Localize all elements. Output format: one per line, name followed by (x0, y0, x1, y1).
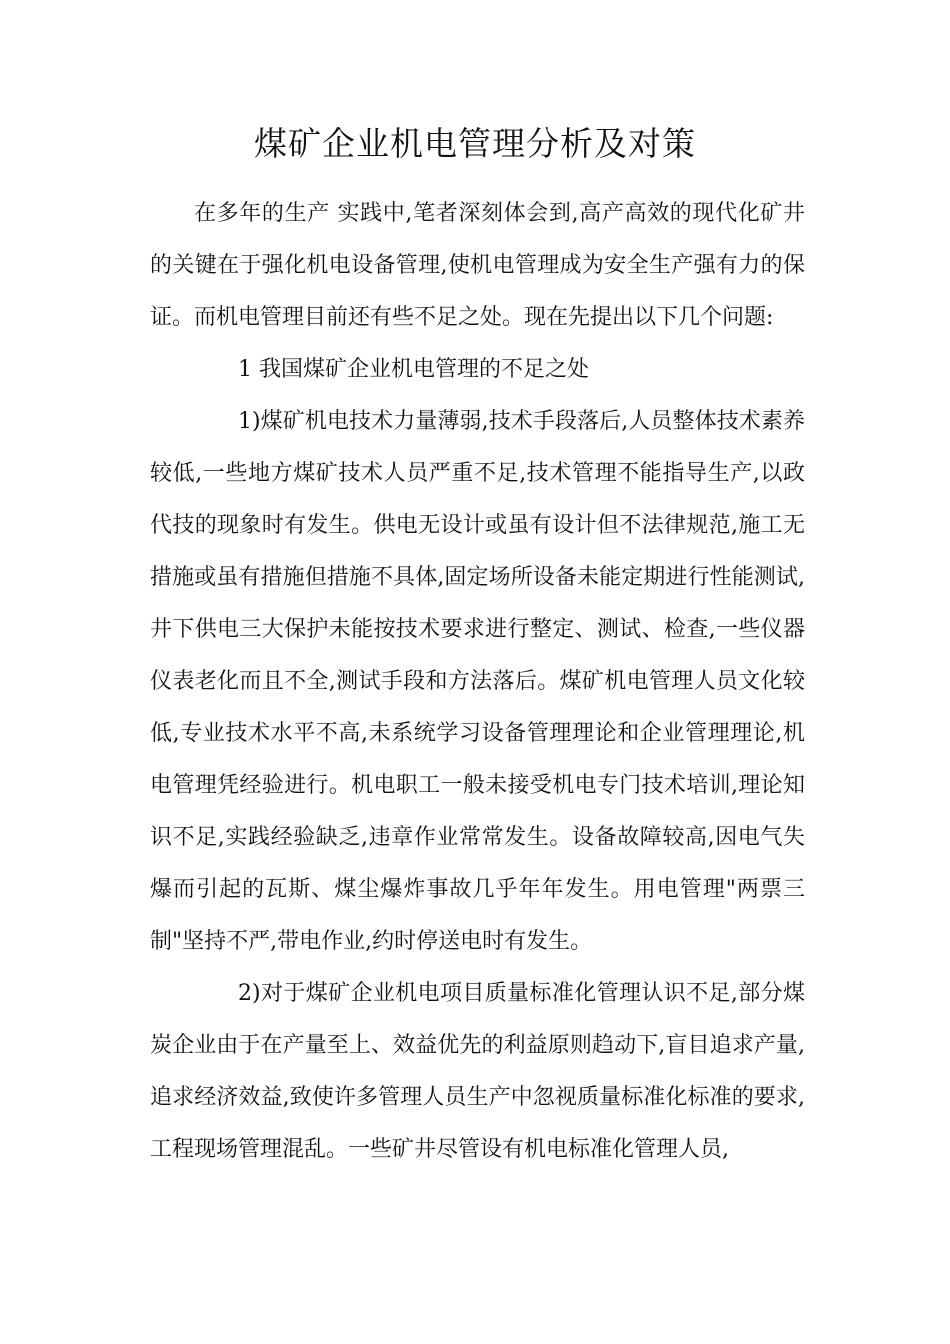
point-1-paragraph: 1)煤矿机电技术力量薄弱,技术手段落后,人员整体技术素养较低,一些地方煤矿技术人员严重不足,技术管理不能指导生产,以政代技的现象时有发生。供电无设计或虽有设计但不法律规范,施工无措施或虽有措施但措施不具体,固定场所设备未能定期进行性能测试,井下供电三大保护未能按技术要求进行整定、测试、检查,一些仪器仪表老化而且不全,测试手段和方法落后。煤矿机电管理人员文化较低,专业技术水平不高,未系统学习设备管理理论和企业管理理论,机电管理凭经验进行。机电职工一般未接受机电专门技术培训,理论知识不足,实践经验缺乏,违章作业常常发生。设备故障较高,因电气失爆而引起的瓦斯、煤尘爆炸事故几乎年年发生。用电管理"两票三制"坚持不严,带电作业,约时停送电时有发生。 (150, 409, 805, 954)
section-heading: 1 我国煤矿企业机电管理的不足之处 (238, 357, 589, 382)
intro-paragraph: 在多年的生产 实践中,笔者深刻体会到,高产高效的现代化矿井的关键在于强化机电设备管理,使机电管理成为安全生产强有力的保证。而机电管理目前还有些不足之处。现在先提出以下几个问题: (150, 201, 805, 330)
point-2-paragraph: 2)对于煤矿企业机电项目质量标准化管理认识不足,部分煤炭企业由于在产量至上、效益优先的利益原则趋动下,盲目追求产量,追求经济效益,致使许多管理人员生产中忽视质量标准化标准的要求,工程现场管理混乱。一些矿井尽管设有机电标准化管理人员, (150, 981, 805, 1162)
document-body (150, 188, 805, 1176)
document-title: 煤矿企业机电管理分析及对策 (254, 124, 696, 163)
